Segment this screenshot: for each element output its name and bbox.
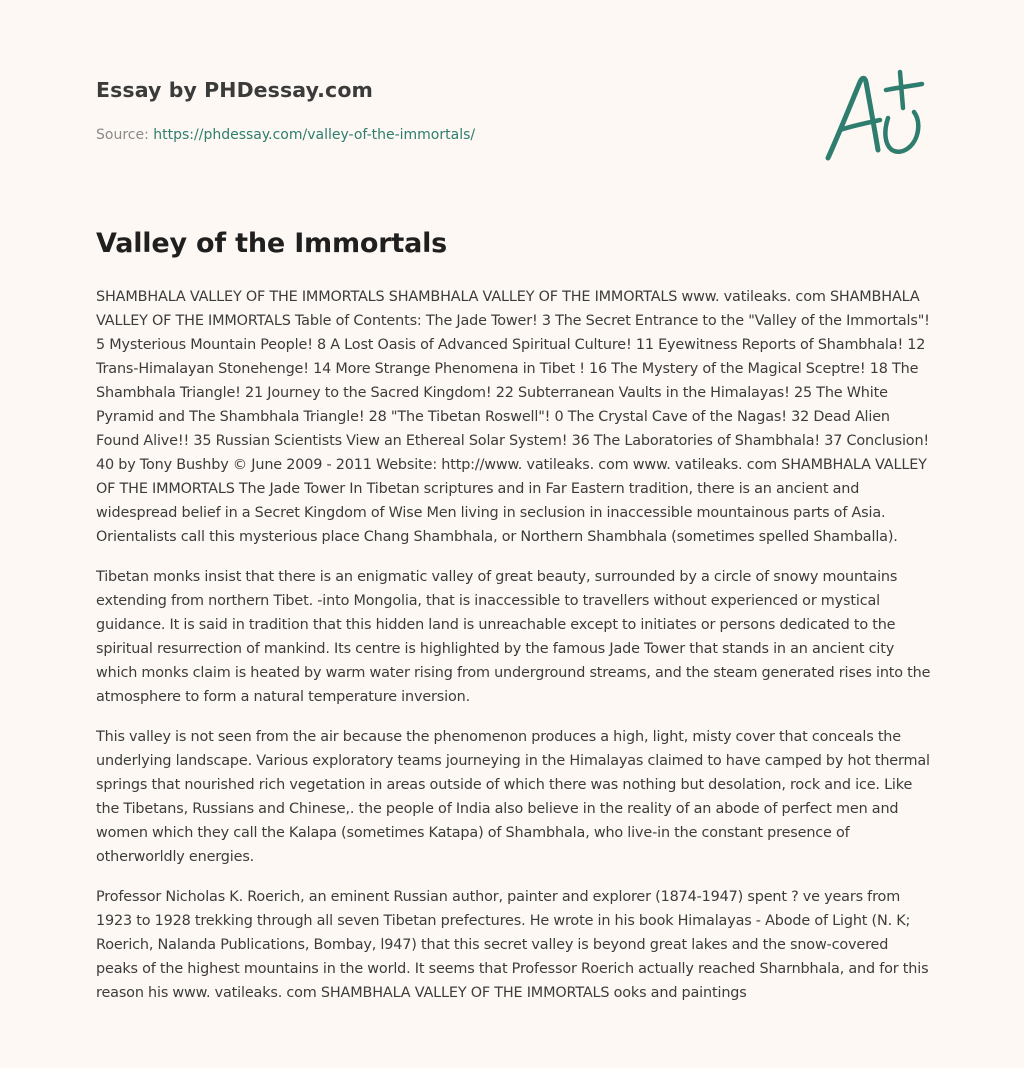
- article-title: Valley of the Immortals: [96, 228, 448, 259]
- page-header: [96, 74, 796, 145]
- a-plus-logo-icon: [818, 66, 930, 166]
- source-label: Source:: [96, 127, 149, 143]
- brand-title: Essay by PHDessay.com: [96, 78, 373, 102]
- article-paragraph: Professor Nicholas K. Roerich, an eminent Russian author, painter and explorer (1874-1947) spent ? ve years from 1923 to 1928 trekking through all seven Tibetan prefectures. He wrote in his book Himalayas - Abode of Light (N. K; Roerich, Nalanda Publications, Bombay, l947) that this secret valley is beyond great lakes and the snow-covered peaks of the highest mountains in the world. It seems that Professor Roerich actually reached Sharnbhala, and for this reason his www. vatileaks. com SHAMBHALA VALLEY OF THE IMMORTALS ooks and paintings: [96, 889, 929, 1001]
- article-paragraph: This valley is not seen from the air because the phenomenon produces a high, light, misty cover that conceals the underlying landscape. Various exploratory teams journeying in the Himalayas claimed to have camped by hot thermal springs that nourished rich vegetation in areas outside of which there was nothing but desolation, rock and ice. Like the Tibetans, Russians and Chinese,. the people of India also believe in the reality of an abode of perfect men and women which they call the Kalapa (sometimes Katapa) of Shambhala, who live-in the constant presence of otherworldly energies.: [96, 729, 930, 865]
- article-paragraph: SHAMBHALA VALLEY OF THE IMMORTALS SHAMBHALA VALLEY OF THE IMMORTALS www. vatileaks. com SHAMBHALA VALLEY OF THE IMMORTALS Table of Contents: The Jade Tower! 3 The Secret Entrance to the "Valley of the Immortals"! 5 Mysterious Mountain People! 8 A Lost Oasis of Advanced Spiritual Culture! 11 Eyewitness Reports of Shambhala! 12 Trans-Himalayan Stonehenge! 14 More Strange Phenomena in Tibet ! 16 The Mystery of the Magical Sceptre! 18 The Shambhala Triangle! 21 Journey to the Sacred Kingdom! 22 Subterranean Vaults in the Himalayas! 25 The White Pyramid and The Shambhala Triangle! 28 "The Tibetan Roswell"! 0 The Crystal Cave of the Nagas! 32 Dead Alien Found Alive!! 35 Russian Scientists View an Ethereal Solar System! 36 The Laboratories of Shambhala! 37 Conclusion! 40 by Tony Bushby © June 2009 - 2011 Website: http://www. vatileaks. com www. vatileaks. com SHAMBHALA VALLEY OF THE IMMORTALS The Jade Tower In Tibetan scriptures and in Far Eastern tradition, there is an ancient and widespread belief in a Secret Kingdom of Wise Men living in seclusion in inaccessible mountainous parts of Asia. Orientalists call this mysterious place Chang Shambhala, or Northern Shambhala (sometimes spelled Shamballa).: [96, 289, 930, 545]
- source-link[interactable]: https://phdessay.com/valley-of-the-immortals/: [153, 127, 476, 143]
- article-body: [96, 285, 932, 1021]
- source-line: [96, 125, 796, 145]
- article-paragraph: Tibetan monks insist that there is an enigmatic valley of great beauty, surrounded by a circle of snowy mountains extending from northern Tibet. -into Mongolia, that is inaccessible to travellers without experienced or mystical guidance. It is said in tradition that this hidden land is unreachable except to initiates or persons dedicated to the spiritual resurrection of mankind. Its centre is highlighted by the famous Jade Tower that stands in an ancient city which monks claim is heated by warm water rising from underground streams, and the steam generated rises into the atmosphere to form a natural temperature inversion.: [96, 569, 931, 705]
